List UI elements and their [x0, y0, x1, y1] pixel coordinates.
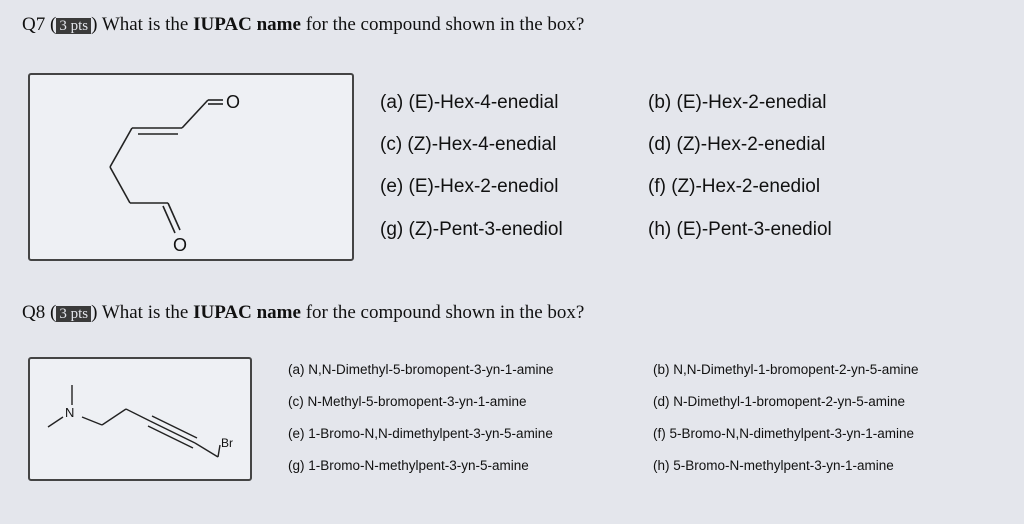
q8-atom-bromine: Br [221, 436, 233, 450]
q8-option-h[interactable]: (h) 5-Bromo-N-methylpent-3-yn-1-amine [653, 458, 894, 473]
q8-atom-nitrogen: N [65, 405, 75, 420]
q8-option-g[interactable]: (g) 1-Bromo-N-methylpent-3-yn-5-amine [288, 458, 529, 473]
q8-option-a[interactable]: (a) N,N-Dimethyl-5-bromopent-3-yn-1-amine [288, 362, 554, 377]
q7-carbonyl-double-bond [168, 203, 180, 230]
q7-atom-oxygen-top: O [226, 92, 241, 112]
q7-option-a[interactable]: (a) (E)-Hex-4-enedial [380, 92, 559, 113]
q8-bond [195, 443, 218, 457]
q7-atom-oxygen-bottom: O [173, 235, 188, 255]
q8-bond [102, 409, 126, 425]
q7-option-d[interactable]: (d) (Z)-Hex-2-enedial [648, 134, 826, 155]
q8-prompt-bold: IUPAC name [193, 302, 301, 323]
q7-points: 3 pts [56, 18, 91, 34]
q8-bond [218, 445, 220, 457]
q7-bond [182, 100, 208, 128]
q8-points: 3 pts [56, 306, 91, 322]
q7-prompt-pre: What is the [101, 14, 194, 35]
q8-option-c[interactable]: (c) N-Methyl-5-bromopent-3-yn-1-amine [288, 394, 527, 409]
q7-prompt-bold: IUPAC name [193, 14, 301, 35]
q7-option-e[interactable]: (e) (E)-Hex-2-enediol [380, 176, 559, 197]
q7-option-f[interactable]: (f) (Z)-Hex-2-enediol [648, 176, 821, 197]
q7-option-g[interactable]: (g) (Z)-Pent-3-enediol [380, 219, 563, 240]
q7-number: Q7 [22, 14, 46, 35]
q7-option-b[interactable]: (b) (E)-Hex-2-enedial [648, 92, 827, 113]
q8-n-methyl-bond [48, 417, 63, 427]
q8-question: Q8 ( 3 pts ) What is the IUPAC name for the compound shown in the box? [22, 302, 585, 323]
q8-option-b[interactable]: (b) N,N-Dimethyl-1-bromopent-2-yn-5-amine [653, 362, 919, 377]
q8-option-e[interactable]: (e) 1-Bromo-N,N-dimethylpent-3-yn-5-amine [288, 426, 553, 441]
q7-structure-box [28, 73, 354, 261]
q7-carbonyl-double-bond [163, 206, 175, 233]
q8-option-f[interactable]: (f) 5-Bromo-N,N-dimethylpent-3-yn-1-amine [653, 426, 915, 441]
q8-structure-diagram [30, 359, 250, 479]
q7-bond [110, 167, 130, 203]
q8-bond [82, 417, 102, 425]
q8-triple-bond [152, 416, 197, 438]
q7-structure-diagram [30, 75, 352, 259]
q8-triple-bond [150, 421, 195, 443]
q8-bond [126, 409, 150, 421]
q7-question: Q7 ( 3 pts ) What is the IUPAC name for the compound shown in the box? [22, 14, 585, 35]
q7-prompt-post: for the compound shown in the box? [300, 14, 585, 35]
q8-prompt-pre: What is the [101, 302, 194, 323]
q8-prompt-post: for the compound shown in the box? [300, 302, 585, 323]
q8-number: Q8 [22, 302, 46, 323]
q7-option-c[interactable]: (c) (Z)-Hex-4-enedial [380, 134, 557, 155]
q8-structure-box [28, 357, 252, 481]
q7-option-h[interactable]: (h) (E)-Pent-3-enediol [648, 219, 832, 240]
q8-option-d[interactable]: (d) N-Dimethyl-1-bromopent-2-yn-5-amine [653, 394, 906, 409]
q8-triple-bond [148, 426, 193, 448]
q7-bond [110, 128, 132, 167]
